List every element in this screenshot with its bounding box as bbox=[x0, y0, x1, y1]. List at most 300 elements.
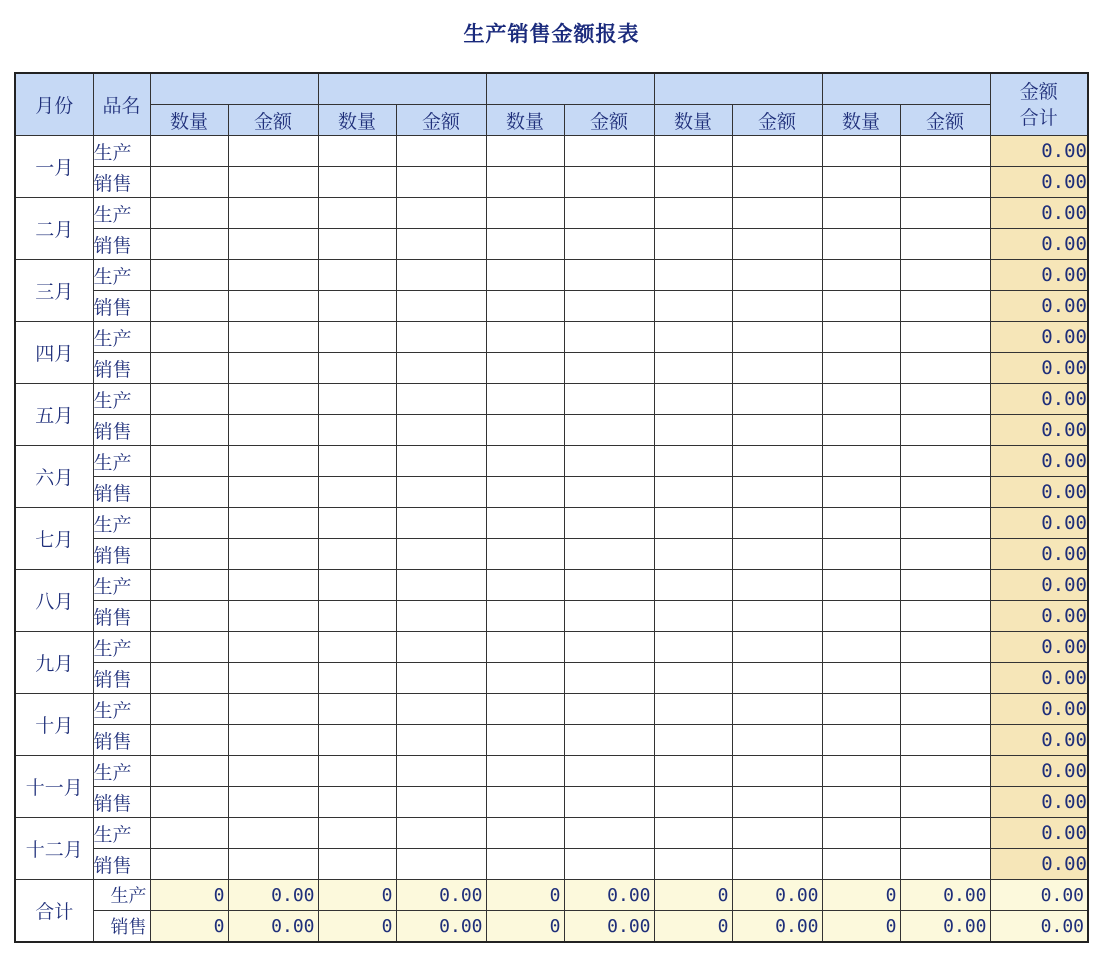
quantity-cell[interactable] bbox=[654, 136, 732, 167]
quantity-cell[interactable] bbox=[822, 198, 900, 229]
quantity-cell[interactable] bbox=[654, 353, 732, 384]
quantity-cell[interactable] bbox=[654, 818, 732, 849]
quantity-cell[interactable] bbox=[486, 632, 564, 663]
amount-cell[interactable] bbox=[564, 384, 654, 415]
amount-cell[interactable] bbox=[228, 694, 318, 725]
amount-sum-cell[interactable]: 0.00 bbox=[564, 911, 654, 943]
row-total-cell[interactable]: 0.00 bbox=[990, 415, 1088, 446]
row-total-cell[interactable]: 0.00 bbox=[990, 229, 1088, 260]
amount-cell[interactable] bbox=[900, 136, 990, 167]
quantity-cell[interactable] bbox=[486, 694, 564, 725]
quantity-cell[interactable] bbox=[822, 756, 900, 787]
amount-cell[interactable] bbox=[732, 756, 822, 787]
quantity-cell[interactable] bbox=[318, 477, 396, 508]
product-label: 销售 bbox=[93, 539, 150, 570]
quantity-cell[interactable] bbox=[654, 787, 732, 818]
quantity-cell[interactable] bbox=[822, 291, 900, 322]
amount-cell[interactable] bbox=[732, 291, 822, 322]
quantity-cell[interactable] bbox=[822, 632, 900, 663]
quantity-cell[interactable] bbox=[150, 632, 228, 663]
amount-cell[interactable] bbox=[732, 725, 822, 756]
amount-cell[interactable] bbox=[732, 539, 822, 570]
quantity-cell[interactable] bbox=[318, 756, 396, 787]
row-total-cell[interactable]: 0.00 bbox=[990, 663, 1088, 694]
amount-cell[interactable] bbox=[396, 725, 486, 756]
group-header-1[interactable] bbox=[150, 73, 318, 105]
quantity-sum-cell[interactable]: 0 bbox=[822, 911, 900, 943]
quantity-cell[interactable] bbox=[822, 446, 900, 477]
amount-cell[interactable] bbox=[732, 322, 822, 353]
amount-cell[interactable] bbox=[732, 663, 822, 694]
table-row bbox=[15, 663, 1088, 694]
table-row bbox=[15, 787, 1088, 818]
amount-cell[interactable] bbox=[228, 787, 318, 818]
amount-cell[interactable] bbox=[396, 632, 486, 663]
quantity-cell[interactable] bbox=[486, 415, 564, 446]
quantity-cell[interactable] bbox=[486, 384, 564, 415]
quantity-cell[interactable] bbox=[486, 663, 564, 694]
quantity-cell[interactable] bbox=[318, 229, 396, 260]
amount-sum-cell[interactable]: 0.00 bbox=[900, 880, 990, 911]
amount-cell[interactable] bbox=[900, 353, 990, 384]
amount-cell[interactable] bbox=[564, 167, 654, 198]
quantity-cell[interactable] bbox=[822, 849, 900, 880]
quantity-cell[interactable] bbox=[654, 539, 732, 570]
group-header-4[interactable] bbox=[654, 73, 822, 105]
amount-cell[interactable] bbox=[732, 260, 822, 291]
amount-cell[interactable] bbox=[564, 477, 654, 508]
quantity-cell[interactable] bbox=[654, 601, 732, 632]
amount-cell[interactable] bbox=[228, 849, 318, 880]
amount-cell[interactable] bbox=[228, 446, 318, 477]
quantity-cell[interactable] bbox=[654, 694, 732, 725]
amount-cell[interactable] bbox=[564, 632, 654, 663]
row-total-cell[interactable]: 0.00 bbox=[990, 384, 1088, 415]
quantity-sum-cell[interactable]: 0 bbox=[654, 911, 732, 943]
quantity-cell[interactable] bbox=[822, 694, 900, 725]
amount-cell[interactable] bbox=[564, 508, 654, 539]
quantity-sum-cell[interactable]: 0 bbox=[150, 911, 228, 943]
group-header-5[interactable] bbox=[822, 73, 990, 105]
amount-cell[interactable] bbox=[228, 725, 318, 756]
amount-cell[interactable] bbox=[228, 167, 318, 198]
amount-cell[interactable] bbox=[228, 477, 318, 508]
amount-cell[interactable] bbox=[228, 229, 318, 260]
quantity-cell[interactable] bbox=[486, 198, 564, 229]
quantity-cell[interactable] bbox=[150, 570, 228, 601]
quantity-cell[interactable] bbox=[318, 384, 396, 415]
amount-cell[interactable] bbox=[228, 260, 318, 291]
row-total-cell[interactable]: 0.00 bbox=[990, 477, 1088, 508]
quantity-sum-cell[interactable]: 0 bbox=[654, 880, 732, 911]
amount-cell[interactable] bbox=[228, 570, 318, 601]
amount-cell[interactable] bbox=[228, 539, 318, 570]
quantity-cell[interactable] bbox=[150, 787, 228, 818]
quantity-cell[interactable] bbox=[318, 353, 396, 384]
quantity-cell[interactable] bbox=[150, 446, 228, 477]
amount-sum-cell[interactable]: 0.00 bbox=[228, 911, 318, 943]
quantity-cell[interactable] bbox=[822, 663, 900, 694]
amount-cell[interactable] bbox=[732, 384, 822, 415]
amount-cell[interactable] bbox=[732, 415, 822, 446]
amount-cell[interactable] bbox=[564, 198, 654, 229]
amount-cell[interactable] bbox=[900, 167, 990, 198]
quantity-cell[interactable] bbox=[150, 663, 228, 694]
amount-cell[interactable] bbox=[900, 601, 990, 632]
quantity-cell[interactable] bbox=[822, 818, 900, 849]
quantity-cell[interactable] bbox=[654, 632, 732, 663]
row-total-cell[interactable]: 0.00 bbox=[990, 601, 1088, 632]
quantity-cell[interactable] bbox=[654, 229, 732, 260]
quantity-cell[interactable] bbox=[486, 508, 564, 539]
quantity-cell[interactable] bbox=[150, 756, 228, 787]
amount-cell[interactable] bbox=[396, 756, 486, 787]
quantity-cell[interactable] bbox=[150, 601, 228, 632]
quantity-cell[interactable] bbox=[150, 384, 228, 415]
amount-cell[interactable] bbox=[900, 756, 990, 787]
quantity-cell[interactable] bbox=[150, 198, 228, 229]
amount-cell[interactable] bbox=[732, 136, 822, 167]
quantity-cell[interactable] bbox=[150, 477, 228, 508]
amount-cell[interactable] bbox=[900, 229, 990, 260]
header-product: 品名 bbox=[93, 73, 150, 136]
quantity-cell[interactable] bbox=[822, 601, 900, 632]
quantity-cell[interactable] bbox=[150, 260, 228, 291]
quantity-cell[interactable] bbox=[318, 663, 396, 694]
quantity-cell[interactable] bbox=[486, 787, 564, 818]
quantity-cell[interactable] bbox=[486, 539, 564, 570]
amount-cell[interactable] bbox=[900, 291, 990, 322]
amount-cell[interactable] bbox=[228, 818, 318, 849]
amount-cell[interactable] bbox=[732, 198, 822, 229]
quantity-cell[interactable] bbox=[822, 353, 900, 384]
amount-cell[interactable] bbox=[732, 632, 822, 663]
month-label: 十一月 bbox=[15, 756, 93, 818]
quantity-cell[interactable] bbox=[150, 167, 228, 198]
row-total-cell[interactable]: 0.00 bbox=[990, 787, 1088, 818]
quantity-cell[interactable] bbox=[822, 167, 900, 198]
quantity-sum-cell[interactable]: 0 bbox=[318, 880, 396, 911]
row-total-cell[interactable]: 0.00 bbox=[990, 322, 1088, 353]
quantity-cell[interactable] bbox=[822, 725, 900, 756]
amount-cell[interactable] bbox=[228, 663, 318, 694]
amount-cell[interactable] bbox=[396, 136, 486, 167]
quantity-cell[interactable] bbox=[150, 322, 228, 353]
amount-cell[interactable] bbox=[396, 539, 486, 570]
grand-total-cell[interactable]: 0.00 bbox=[990, 911, 1088, 943]
quantity-cell[interactable] bbox=[822, 384, 900, 415]
quantity-cell[interactable] bbox=[654, 508, 732, 539]
quantity-sum-cell[interactable]: 0 bbox=[318, 911, 396, 943]
amount-cell[interactable] bbox=[564, 446, 654, 477]
quantity-cell[interactable] bbox=[486, 167, 564, 198]
quantity-cell[interactable] bbox=[318, 849, 396, 880]
amount-cell[interactable] bbox=[900, 570, 990, 601]
quantity-cell[interactable] bbox=[150, 849, 228, 880]
amount-cell[interactable] bbox=[564, 725, 654, 756]
quantity-cell[interactable] bbox=[150, 818, 228, 849]
row-total-cell[interactable]: 0.00 bbox=[990, 694, 1088, 725]
quantity-cell[interactable] bbox=[822, 508, 900, 539]
quantity-cell[interactable] bbox=[486, 322, 564, 353]
group-header-2[interactable] bbox=[318, 73, 486, 105]
amount-cell[interactable] bbox=[396, 353, 486, 384]
amount-cell[interactable] bbox=[900, 477, 990, 508]
quantity-sum-cell[interactable]: 0 bbox=[822, 880, 900, 911]
product-label: 销售 bbox=[93, 291, 150, 322]
quantity-cell[interactable] bbox=[822, 539, 900, 570]
amount-cell[interactable] bbox=[564, 322, 654, 353]
quantity-cell[interactable] bbox=[486, 291, 564, 322]
amount-cell[interactable] bbox=[732, 446, 822, 477]
quantity-cell[interactable] bbox=[486, 353, 564, 384]
amount-cell[interactable] bbox=[732, 849, 822, 880]
amount-sum-cell[interactable]: 0.00 bbox=[396, 911, 486, 943]
amount-cell[interactable] bbox=[900, 694, 990, 725]
quantity-cell[interactable] bbox=[318, 446, 396, 477]
quantity-cell[interactable] bbox=[486, 818, 564, 849]
amount-cell[interactable] bbox=[732, 818, 822, 849]
amount-cell[interactable] bbox=[228, 756, 318, 787]
row-total-cell[interactable]: 0.00 bbox=[990, 291, 1088, 322]
quantity-cell[interactable] bbox=[318, 322, 396, 353]
amount-cell[interactable] bbox=[732, 787, 822, 818]
quantity-cell[interactable] bbox=[486, 136, 564, 167]
quantity-cell[interactable] bbox=[822, 260, 900, 291]
grand-total-cell[interactable]: 0.00 bbox=[990, 880, 1088, 911]
row-total-cell[interactable]: 0.00 bbox=[990, 818, 1088, 849]
amount-cell[interactable] bbox=[564, 570, 654, 601]
quantity-cell[interactable] bbox=[486, 260, 564, 291]
amount-cell[interactable] bbox=[732, 477, 822, 508]
amount-cell[interactable] bbox=[564, 229, 654, 260]
product-label: 生产 bbox=[93, 570, 150, 601]
amount-cell[interactable] bbox=[732, 353, 822, 384]
amount-cell[interactable] bbox=[396, 570, 486, 601]
quantity-cell[interactable] bbox=[654, 849, 732, 880]
quantity-cell[interactable] bbox=[654, 663, 732, 694]
amount-cell[interactable] bbox=[900, 322, 990, 353]
quantity-cell[interactable] bbox=[150, 136, 228, 167]
amount-sum-cell[interactable]: 0.00 bbox=[396, 880, 486, 911]
quantity-cell[interactable] bbox=[654, 322, 732, 353]
amount-cell[interactable] bbox=[900, 663, 990, 694]
amount-cell[interactable] bbox=[564, 291, 654, 322]
amount-cell[interactable] bbox=[564, 353, 654, 384]
amount-cell[interactable] bbox=[228, 322, 318, 353]
amount-cell[interactable] bbox=[228, 508, 318, 539]
quantity-cell[interactable] bbox=[654, 384, 732, 415]
quantity-cell[interactable] bbox=[150, 539, 228, 570]
quantity-cell[interactable] bbox=[318, 570, 396, 601]
amount-cell[interactable] bbox=[564, 601, 654, 632]
quantity-cell[interactable] bbox=[150, 291, 228, 322]
quantity-cell[interactable] bbox=[318, 694, 396, 725]
quantity-cell[interactable] bbox=[486, 446, 564, 477]
amount-cell[interactable] bbox=[564, 415, 654, 446]
quantity-cell[interactable] bbox=[654, 446, 732, 477]
amount-cell[interactable] bbox=[732, 167, 822, 198]
amount-cell[interactable] bbox=[228, 601, 318, 632]
quantity-sum-cell[interactable]: 0 bbox=[150, 880, 228, 911]
amount-cell[interactable] bbox=[564, 849, 654, 880]
product-label: 生产 bbox=[93, 322, 150, 353]
amount-cell[interactable] bbox=[900, 818, 990, 849]
quantity-cell[interactable] bbox=[654, 198, 732, 229]
quantity-cell[interactable] bbox=[150, 508, 228, 539]
row-total-cell[interactable]: 0.00 bbox=[990, 849, 1088, 880]
amount-cell[interactable] bbox=[396, 384, 486, 415]
amount-cell[interactable] bbox=[564, 136, 654, 167]
amount-cell[interactable] bbox=[900, 446, 990, 477]
amount-sum-cell[interactable]: 0.00 bbox=[732, 911, 822, 943]
quantity-cell[interactable] bbox=[654, 415, 732, 446]
quantity-cell[interactable] bbox=[318, 725, 396, 756]
amount-cell[interactable] bbox=[900, 415, 990, 446]
amount-cell[interactable] bbox=[396, 322, 486, 353]
amount-cell[interactable] bbox=[564, 260, 654, 291]
amount-cell[interactable] bbox=[396, 260, 486, 291]
row-total-cell[interactable]: 0.00 bbox=[990, 446, 1088, 477]
amount-cell[interactable] bbox=[396, 229, 486, 260]
amount-cell[interactable] bbox=[564, 756, 654, 787]
quantity-cell[interactable] bbox=[486, 477, 564, 508]
amount-cell[interactable] bbox=[564, 694, 654, 725]
row-total-cell[interactable]: 0.00 bbox=[990, 508, 1088, 539]
group-header-3[interactable] bbox=[486, 73, 654, 105]
amount-sum-cell[interactable]: 0.00 bbox=[900, 911, 990, 943]
quantity-cell[interactable] bbox=[822, 415, 900, 446]
amount-cell[interactable] bbox=[228, 384, 318, 415]
amount-cell[interactable] bbox=[732, 694, 822, 725]
quantity-cell[interactable] bbox=[318, 167, 396, 198]
quantity-cell[interactable] bbox=[318, 508, 396, 539]
amount-cell[interactable] bbox=[732, 229, 822, 260]
quantity-cell[interactable] bbox=[318, 291, 396, 322]
amount-cell[interactable] bbox=[228, 415, 318, 446]
amount-cell[interactable] bbox=[396, 849, 486, 880]
amount-cell[interactable] bbox=[228, 291, 318, 322]
amount-cell[interactable] bbox=[900, 725, 990, 756]
amount-cell[interactable] bbox=[564, 663, 654, 694]
amount-cell[interactable] bbox=[732, 601, 822, 632]
amount-cell[interactable] bbox=[900, 632, 990, 663]
quantity-cell[interactable] bbox=[318, 260, 396, 291]
quantity-cell[interactable] bbox=[150, 229, 228, 260]
amount-cell[interactable] bbox=[396, 508, 486, 539]
row-total-cell[interactable]: 0.00 bbox=[990, 725, 1088, 756]
amount-sum-cell[interactable]: 0.00 bbox=[732, 880, 822, 911]
amount-cell[interactable] bbox=[564, 818, 654, 849]
row-total-cell[interactable]: 0.00 bbox=[990, 353, 1088, 384]
quantity-cell[interactable] bbox=[654, 570, 732, 601]
amount-cell[interactable] bbox=[900, 198, 990, 229]
quantity-cell[interactable] bbox=[486, 725, 564, 756]
quantity-cell[interactable] bbox=[318, 632, 396, 663]
row-total-cell[interactable]: 0.00 bbox=[990, 260, 1088, 291]
amount-cell[interactable] bbox=[228, 198, 318, 229]
quantity-cell[interactable] bbox=[822, 229, 900, 260]
amount-cell[interactable] bbox=[396, 818, 486, 849]
row-total-cell[interactable]: 0.00 bbox=[990, 539, 1088, 570]
amount-cell[interactable] bbox=[396, 415, 486, 446]
amount-sum-cell[interactable]: 0.00 bbox=[564, 880, 654, 911]
quantity-cell[interactable] bbox=[150, 694, 228, 725]
row-total-cell[interactable]: 0.00 bbox=[990, 136, 1088, 167]
amount-cell[interactable] bbox=[900, 787, 990, 818]
quantity-cell[interactable] bbox=[822, 787, 900, 818]
quantity-cell[interactable] bbox=[486, 570, 564, 601]
quantity-cell[interactable] bbox=[150, 415, 228, 446]
quantity-cell[interactable] bbox=[486, 849, 564, 880]
quantity-cell[interactable] bbox=[318, 415, 396, 446]
amount-cell[interactable] bbox=[564, 539, 654, 570]
quantity-cell[interactable] bbox=[654, 756, 732, 787]
quantity-cell[interactable] bbox=[486, 756, 564, 787]
quantity-cell[interactable] bbox=[822, 322, 900, 353]
quantity-cell[interactable] bbox=[150, 725, 228, 756]
quantity-cell[interactable] bbox=[486, 229, 564, 260]
amount-cell[interactable] bbox=[564, 787, 654, 818]
amount-cell[interactable] bbox=[228, 632, 318, 663]
quantity-cell[interactable] bbox=[318, 539, 396, 570]
amount-cell[interactable] bbox=[732, 508, 822, 539]
quantity-cell[interactable] bbox=[654, 291, 732, 322]
quantity-cell[interactable] bbox=[822, 477, 900, 508]
quantity-cell[interactable] bbox=[822, 136, 900, 167]
amount-sum-cell[interactable]: 0.00 bbox=[228, 880, 318, 911]
amount-cell[interactable] bbox=[900, 260, 990, 291]
quantity-cell[interactable] bbox=[318, 198, 396, 229]
amount-cell[interactable] bbox=[396, 787, 486, 818]
quantity-cell[interactable] bbox=[654, 477, 732, 508]
amount-cell[interactable] bbox=[228, 353, 318, 384]
quantity-cell[interactable] bbox=[150, 353, 228, 384]
quantity-cell[interactable] bbox=[822, 570, 900, 601]
amount-cell[interactable] bbox=[900, 508, 990, 539]
amount-cell[interactable] bbox=[900, 849, 990, 880]
amount-cell[interactable] bbox=[228, 136, 318, 167]
amount-cell[interactable] bbox=[396, 291, 486, 322]
amount-cell[interactable] bbox=[396, 694, 486, 725]
row-total-cell[interactable]: 0.00 bbox=[990, 570, 1088, 601]
row-total-cell[interactable]: 0.00 bbox=[990, 167, 1088, 198]
quantity-cell[interactable] bbox=[486, 601, 564, 632]
row-total-cell[interactable]: 0.00 bbox=[990, 632, 1088, 663]
amount-cell[interactable] bbox=[396, 477, 486, 508]
amount-cell[interactable] bbox=[396, 198, 486, 229]
amount-cell[interactable] bbox=[900, 539, 990, 570]
amount-cell[interactable] bbox=[396, 446, 486, 477]
quantity-sum-cell[interactable]: 0 bbox=[486, 911, 564, 943]
quantity-sum-cell[interactable]: 0 bbox=[486, 880, 564, 911]
amount-cell[interactable] bbox=[732, 570, 822, 601]
quantity-cell[interactable] bbox=[318, 787, 396, 818]
quantity-cell[interactable] bbox=[654, 725, 732, 756]
quantity-cell[interactable] bbox=[318, 818, 396, 849]
row-total-cell[interactable]: 0.00 bbox=[990, 756, 1088, 787]
header-quantity: 数量 bbox=[654, 105, 732, 136]
quantity-cell[interactable] bbox=[318, 136, 396, 167]
row-total-cell[interactable]: 0.00 bbox=[990, 198, 1088, 229]
quantity-cell[interactable] bbox=[318, 601, 396, 632]
amount-cell[interactable] bbox=[396, 167, 486, 198]
amount-cell[interactable] bbox=[900, 384, 990, 415]
quantity-cell[interactable] bbox=[654, 260, 732, 291]
amount-cell[interactable] bbox=[396, 663, 486, 694]
quantity-cell[interactable] bbox=[654, 167, 732, 198]
amount-cell[interactable] bbox=[396, 601, 486, 632]
